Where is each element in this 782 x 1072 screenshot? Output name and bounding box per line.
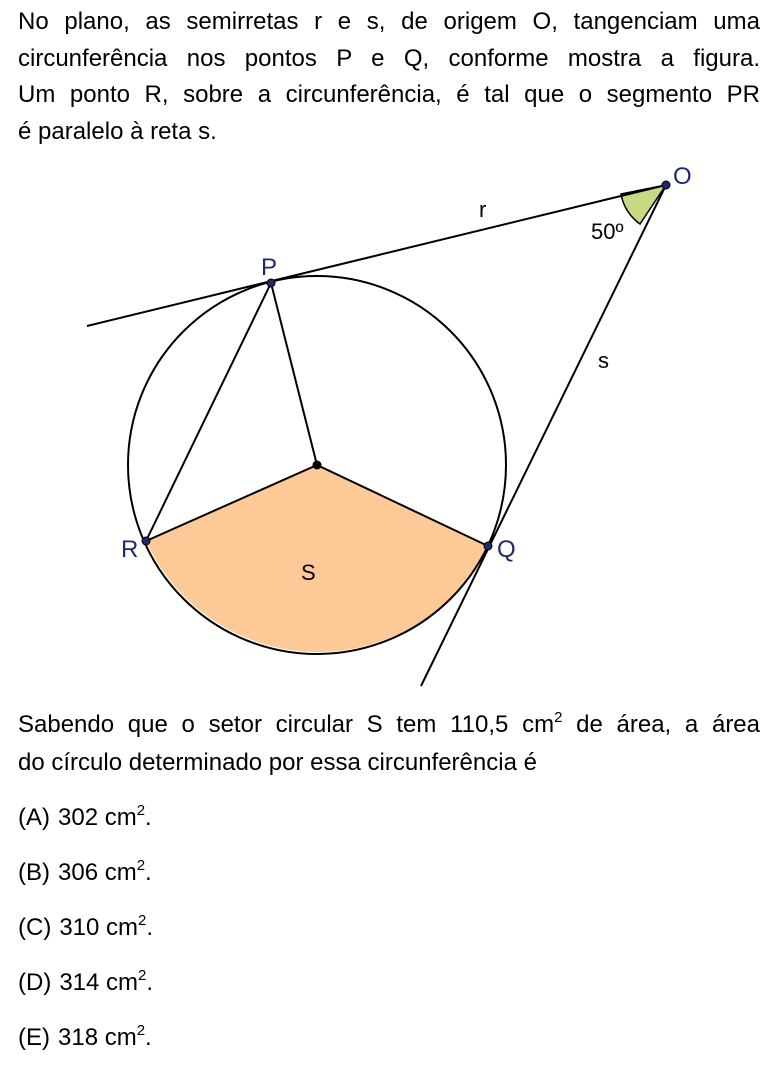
option-e-value: 318 cm bbox=[58, 1024, 137, 1051]
line-s bbox=[421, 185, 666, 686]
option-d-sup: 2 bbox=[138, 967, 147, 984]
option-a-letter: (A) bbox=[18, 804, 50, 831]
label-q: Q bbox=[497, 536, 516, 563]
option-a[interactable] bbox=[18, 803, 152, 833]
line-r bbox=[87, 185, 666, 326]
option-c-letter: (C) bbox=[18, 914, 52, 941]
option-a-sup: 2 bbox=[136, 802, 146, 819]
statement-line-3: Um ponto R, sobre a circunferência, é tal que o segmento PR bbox=[18, 81, 760, 108]
sector-s bbox=[146, 465, 488, 652]
statement-line-2: circunferência nos pontos P e Q, conforme mostra a figura. bbox=[18, 44, 760, 72]
label-p: P bbox=[261, 254, 278, 281]
option-d-letter: (D) bbox=[18, 969, 52, 996]
option-e-sup: 2 bbox=[136, 1022, 146, 1039]
point-q-dot bbox=[484, 542, 492, 550]
label-angle: 50º bbox=[591, 219, 624, 244]
option-c[interactable] bbox=[18, 913, 153, 943]
label-r: R bbox=[121, 536, 139, 563]
question-sup: 2 bbox=[554, 709, 563, 726]
question-line-1 bbox=[18, 706, 760, 744]
option-b-sup: 2 bbox=[136, 857, 146, 874]
option-e-letter: (E) bbox=[18, 1024, 50, 1051]
option-d[interactable] bbox=[18, 968, 153, 998]
option-b-value: 306 cm bbox=[58, 859, 137, 886]
center-point bbox=[313, 461, 322, 470]
label-sector-s: S bbox=[301, 560, 316, 585]
point-o-dot bbox=[662, 181, 670, 189]
option-b-letter: (B) bbox=[18, 859, 50, 886]
option-c-sup: 2 bbox=[138, 912, 147, 929]
option-b-end: . bbox=[145, 859, 152, 886]
option-e-end: . bbox=[145, 1024, 152, 1051]
option-a-end: . bbox=[145, 804, 152, 831]
question-text-a: Sabendo que o setor circular S tem 110,5 cm bbox=[18, 711, 555, 738]
option-d-end: . bbox=[146, 969, 154, 996]
radius-op bbox=[271, 283, 317, 465]
question-line-2: do círculo determinado por essa circunferência é bbox=[18, 749, 537, 776]
option-c-value: 310 cm bbox=[59, 914, 139, 941]
option-a-value: 302 cm bbox=[58, 804, 137, 831]
option-d-value: 314 cm bbox=[59, 969, 139, 996]
label-o: O bbox=[673, 163, 692, 190]
statement-line-1: No plano, as semirretas r e s, de origem O, tangenciam uma bbox=[18, 8, 760, 35]
question bbox=[18, 706, 760, 782]
question-text-b: de área, a área bbox=[562, 711, 761, 738]
label-line-s: s bbox=[598, 348, 609, 373]
statement-line-4: é paralelo à reta s. bbox=[18, 117, 217, 145]
option-e[interactable] bbox=[18, 1023, 152, 1053]
option-c-end: . bbox=[146, 914, 154, 941]
label-line-r: r bbox=[479, 197, 487, 222]
option-b[interactable] bbox=[18, 858, 152, 888]
point-r-dot bbox=[142, 537, 150, 545]
